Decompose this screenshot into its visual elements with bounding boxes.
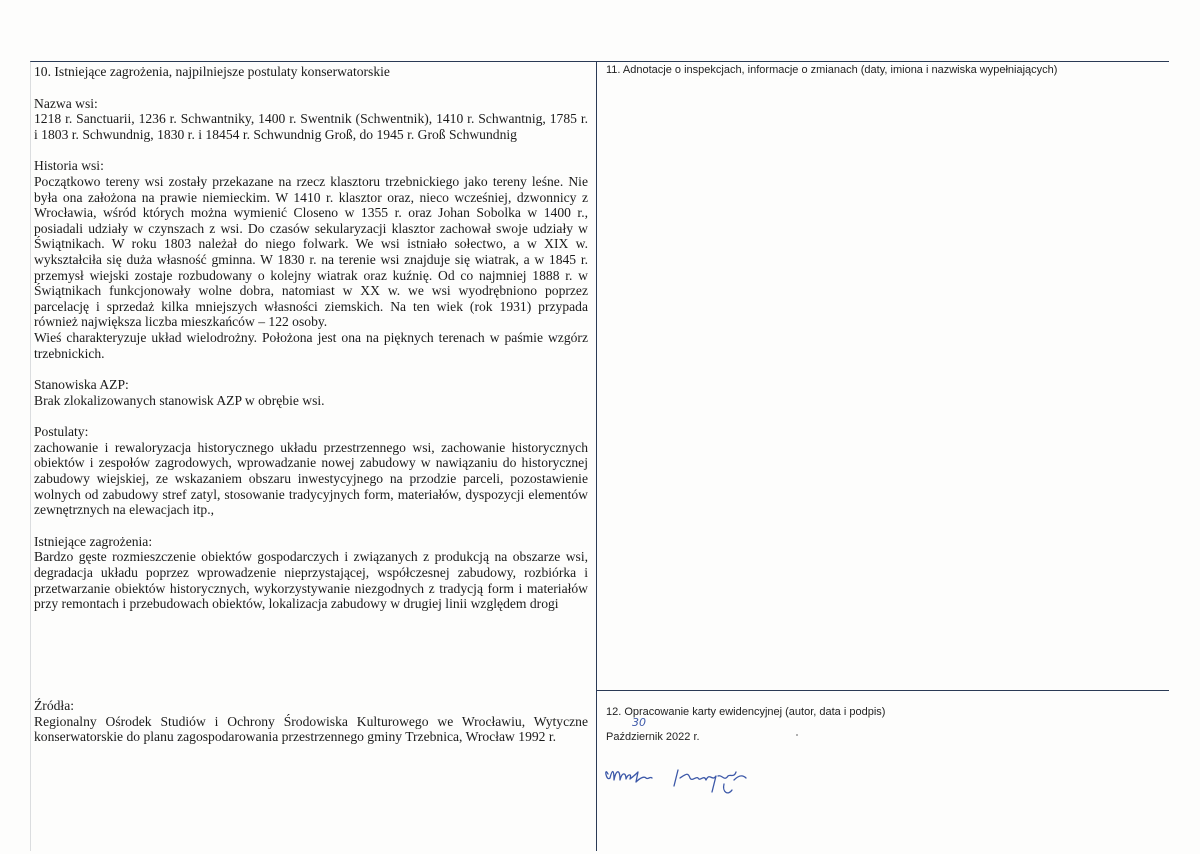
date-text: Październik 2022 r. bbox=[606, 731, 700, 743]
postulates-block bbox=[34, 424, 588, 518]
sources-text: Regionalny Ośrodek Studiów i Ochrony Środowiska Kulturowego we Wrocławiu, Wytyczne konserwatorskie do planu zagospodarowania przestrzennego gminy Trzebnica, Wrocław 1992 r. bbox=[34, 713, 588, 745]
section-11-title: 11. Adnotacje o inspekcjach, informacje o zmianach (daty, imiona i nazwiska wypełniających) bbox=[606, 64, 1058, 76]
azp-block bbox=[34, 377, 588, 408]
postulates-label: Postulaty: bbox=[34, 424, 89, 440]
section-12-title: 12. Opracowanie karty ewidencyjnej (autor, data i podpis) bbox=[606, 706, 886, 718]
history-text: Początkowo tereny wsi zostały przekazane na rzecz klasztoru trzebnickiego jako tereny leśne. Nie była ona założona na prawie niemieckim. W 1410 r. klasztor oraz, nieco wcześniej, dzwonnicy z Wrocławia, wśród których można wymienić Closeno w 1355 r. oraz Johan Sobolka w 1400 r., posiadali udziały w czynszach z wsi. Do czasów sekularyzacji klasztor zachował swoje udziały w Świątnikach. W roku 1803 należał do niego folwark. We wsi istniało sołectwo, a w XIX w. wykształciła się duża własność gminna. W 1830 r. na terenie wsi znajduje się wiatrak, a w 1845 r. przemysł wiejski zostaje rozbudowany o kolejny wiatrak oraz kuźnię. Od co najmniej 1888 r. w Świątnikach funkcjonowały wolne dobra, natomiast w XX w. we wsi wyodrębniono poprzez parcelację i sprzedaż kilka mniejszych własności ziemskich. Na ten wiek (rok 1931) przypada również największa liczba mieszkańców – 122 osoby. bbox=[34, 173, 588, 330]
threats-block bbox=[34, 534, 588, 612]
postulates-text: zachowanie i rewaloryzacja historycznego układu przestrzennego wsi, zachowanie historycznych obiektów i zespołów zagrodowych, wprowadzanie nowej zabudowy w nawiązaniu do historycznej zabudowy wiejskiej, ze wskazaniem obszaru inwestycyjnego na przodzie parceli, pozostawienie wolnych od zabudowy stref zatyl, stosowanie tradycyjnych form, materiałów, dyspozycji elementów zewnętrznych na elewacjach itp., bbox=[34, 439, 588, 518]
top-rule bbox=[30, 61, 1169, 62]
scan-speck bbox=[796, 734, 798, 736]
history-label: Historia wsi: bbox=[34, 158, 104, 174]
history-text-2: Wieś charakteryzuje układ wielodrożny. Położona jest ona na pięknych terenach w paśmie wzgórz trzebnickich. bbox=[34, 329, 588, 361]
threats-text: Bardzo gęste rozmieszczenie obiektów gospodarczych i związanych z produkcją na obszarze wsi, degradacja układu poprzez wprowadzenie nieprzystającej, współczesnej zabudowy, rozbiórka i przetwarzanie obiektów historycznych, wykorzystywanie niezgodnych z tradycją form i materiałów przy remontach i przebudowach obiektów, lokalizacja zabudowy w drugiej linii względem drogi bbox=[34, 549, 588, 612]
village-name-block bbox=[34, 96, 588, 143]
sources-block bbox=[34, 698, 588, 745]
village-name-text: 1218 r. Sanctuarii, 1236 r. Schwantniky, 1400 r. Swentnik (Schwentnik), 1410 r. Schwantnig, 1785 r. i 1803 r. Schwundnig, 1830 r. i 18454 r. Schwundnig Groß, do 1945 r. Groß Schwundnig bbox=[34, 111, 588, 142]
azp-text: Brak zlokalizowanych stanowisk AZP w obrębie wsi. bbox=[34, 392, 325, 408]
column-divider bbox=[596, 61, 597, 851]
azp-label: Stanowiska AZP: bbox=[34, 377, 129, 393]
village-name-label: Nazwa wsi: bbox=[34, 95, 98, 111]
threats-label: Istniejące zagrożenia: bbox=[34, 533, 153, 549]
signature bbox=[600, 752, 770, 800]
history-block bbox=[34, 158, 588, 361]
handwritten-day: 30 bbox=[632, 716, 646, 729]
section-10-title: 10. Istniejące zagrożenia, najpilniejsze postulaty konserwatorskie bbox=[34, 64, 390, 79]
section-12-divider bbox=[597, 690, 1169, 691]
sources-label: Źródła: bbox=[34, 698, 75, 713]
left-border bbox=[30, 61, 31, 851]
left-column bbox=[34, 64, 588, 745]
